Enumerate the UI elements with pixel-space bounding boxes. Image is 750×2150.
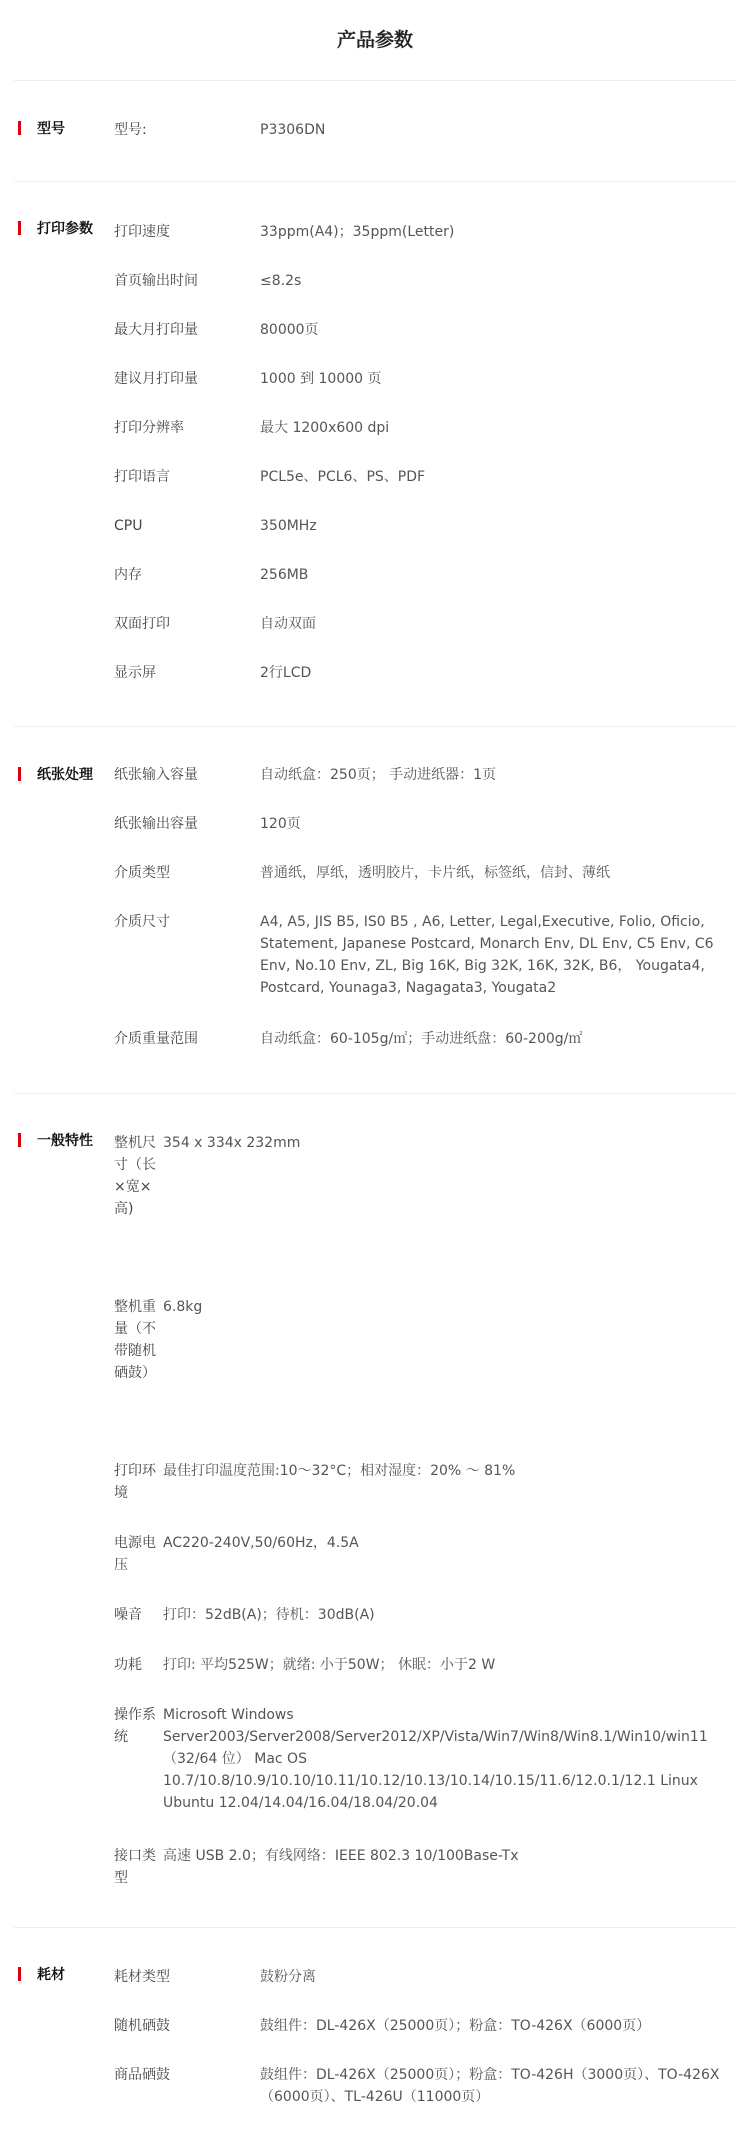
spec-row xyxy=(114,662,726,684)
spec-value: 256MB xyxy=(260,567,309,583)
spec-row xyxy=(114,813,726,862)
spec-row xyxy=(114,1532,726,1604)
spec-label: 接口类型 xyxy=(114,1848,156,1886)
spec-label: 打印环境 xyxy=(114,1463,156,1501)
section-header xyxy=(18,1964,98,1984)
spec-row xyxy=(114,911,726,1028)
spec-value: P3306DN xyxy=(260,122,326,138)
spec-row xyxy=(114,368,726,417)
section-header xyxy=(18,118,98,138)
spec-label: 纸张输入容量 xyxy=(114,767,198,783)
spec-row xyxy=(114,515,726,564)
section-consumables xyxy=(14,1927,736,2150)
spec-value: 2行LCD xyxy=(260,665,312,681)
section-print-params xyxy=(14,181,736,726)
spec-label: 功耗 xyxy=(114,1657,142,1673)
spec-value: 120页 xyxy=(260,816,301,832)
spec-row xyxy=(114,1966,726,2015)
spec-value: 自动纸盒：60-105g/㎡；手动进纸盘：60-200g/㎡ xyxy=(260,1031,583,1047)
spec-label: 商品硒鼓 xyxy=(114,2067,170,2083)
section-general-features xyxy=(14,1093,736,1927)
spec-row xyxy=(114,564,726,613)
spec-value: 普通纸，厚纸，透明胶片，卡片纸，标签纸，信封、薄纸 xyxy=(260,865,610,881)
spec-label: 整机重量（不带随机硒鼓） xyxy=(114,1299,156,1381)
spec-label: 显示屏 xyxy=(114,665,156,681)
spec-value: PCL5e、PCL6、PS、PDF xyxy=(260,469,426,485)
section-title: 纸张处理 xyxy=(37,767,93,783)
spec-value: 鼓粉分离 xyxy=(260,1969,316,1985)
spec-row xyxy=(114,1132,726,1296)
spec-value: AC220-240V,50/60Hz，4.5A xyxy=(163,1535,359,1551)
spec-value: 自动双面 xyxy=(260,616,316,632)
spec-row xyxy=(114,119,726,141)
spec-label: 纸张输出容量 xyxy=(114,816,198,832)
section-title: 型号 xyxy=(37,121,65,137)
spec-row xyxy=(114,862,726,911)
section-header xyxy=(18,1130,98,1150)
spec-label: CPU xyxy=(114,518,143,534)
spec-value: 自动纸盒：250页； 手动进纸器：1页 xyxy=(260,767,497,783)
spec-row xyxy=(114,1654,726,1704)
spec-row xyxy=(114,1845,726,1889)
section-header xyxy=(18,218,98,238)
section-marker-bar xyxy=(18,1967,21,1981)
spec-row xyxy=(114,466,726,515)
spec-row xyxy=(114,1460,726,1532)
spec-value: 33ppm(A4)；35ppm(Letter) xyxy=(260,224,455,240)
section-title: 耗材 xyxy=(37,1967,65,1983)
spec-value: 打印：52dB(A)；待机：30dB(A) xyxy=(163,1607,375,1623)
spec-row xyxy=(114,270,726,319)
spec-value: 6.8kg xyxy=(163,1299,203,1315)
spec-value: Microsoft Windows Server2003/Server2008/Server2012/XP/Vista/Win7/Win8/Win8.1/Win10/win11（32/64 位） Mac OS 10.7/10.8/10.9/10.10/10.11/10.12/10.13/10.14/10.15/11.6/12.0.1/12.1 Linux Ubuntu 12.04/14.04/16.04/18.04/20.04 xyxy=(163,1707,708,1811)
spec-row xyxy=(114,417,726,466)
section-header xyxy=(18,764,98,784)
spec-value: 鼓组件：DL-426X（25000页）；粉盒：TO-426H（3000页）、TO-426X（6000页）、TL-426U（11000页） xyxy=(260,2067,720,2105)
spec-row xyxy=(114,764,726,813)
section-paper-handling xyxy=(14,726,736,1093)
spec-value: 最佳打印温度范围:10～32°C；相对湿度：20% ～ 81% xyxy=(163,1463,516,1479)
spec-label: 打印速度 xyxy=(114,224,170,240)
spec-label: 首页输出时间 xyxy=(114,273,198,289)
spec-row xyxy=(114,1704,726,1845)
section-marker-bar xyxy=(18,221,21,235)
section-marker-bar xyxy=(18,121,21,135)
section-title: 打印参数 xyxy=(37,221,93,237)
spec-label: 双面打印 xyxy=(114,616,170,632)
spec-value: 350MHz xyxy=(260,518,317,534)
spec-label: 最大月打印量 xyxy=(114,322,198,338)
spec-label: 介质尺寸 xyxy=(114,914,170,930)
spec-label: 介质类型 xyxy=(114,865,170,881)
spec-label: 型号: xyxy=(114,122,147,138)
spec-value: 高速 USB 2.0；有线网络：IEEE 802.3 10/100Base-Tx xyxy=(163,1848,519,1864)
spec-row xyxy=(114,613,726,662)
section-model xyxy=(14,80,736,181)
spec-value: ≤8.2s xyxy=(260,273,302,289)
spec-label: 打印分辨率 xyxy=(114,420,184,436)
spec-value: 最大 1200x600 dpi xyxy=(260,420,390,436)
spec-value: 354 x 334x 232mm xyxy=(163,1135,301,1151)
spec-value: 打印: 平均525W；就绪: 小于50W； 休眠：小于2 W xyxy=(163,1657,496,1673)
spec-label: 内存 xyxy=(114,567,142,583)
spec-row xyxy=(114,1604,726,1654)
spec-row xyxy=(114,2064,726,2108)
spec-row xyxy=(114,1296,726,1460)
section-marker-bar xyxy=(18,1133,21,1147)
spec-label: 噪音 xyxy=(114,1607,142,1623)
spec-label: 操作系统 xyxy=(114,1707,156,1745)
spec-label: 建议月打印量 xyxy=(114,371,198,387)
spec-label: 随机硒鼓 xyxy=(114,2018,170,2034)
spec-value: A4, A5, JIS B5, IS0 B5 , A6, Letter, Legal,Executive, Folio, Oficio, Statement, Japanese Postcard, Monarch Env, DL Env, C5 Env, C6 Env, No.10 Env, ZL, Big 16K, Big 32K, 16K, 32K, B6， Yougata4, Postcard, Younaga3, Nagagata3, Yougata2 xyxy=(260,914,714,996)
spec-row xyxy=(114,1028,726,1050)
spec-value: 鼓组件：DL-426X（25000页）；粉盒：TO-426X（6000页） xyxy=(260,2018,651,2034)
spec-row xyxy=(114,221,726,270)
section-marker-bar xyxy=(18,767,21,781)
spec-label: 打印语言 xyxy=(114,469,170,485)
spec-value: 80000页 xyxy=(260,322,319,338)
spec-row xyxy=(114,319,726,368)
spec-value: 1000 到 10000 页 xyxy=(260,371,382,387)
spec-label: 电源电压 xyxy=(114,1535,156,1573)
spec-label: 介质重量范围 xyxy=(114,1031,198,1047)
spec-label: 整机尺寸（长×宽×高) xyxy=(114,1135,156,1217)
page-title: 产品参数 xyxy=(336,29,413,51)
spec-row xyxy=(114,2015,726,2064)
spec-label: 耗材类型 xyxy=(114,1969,170,1985)
section-title: 一般特性 xyxy=(37,1133,93,1149)
